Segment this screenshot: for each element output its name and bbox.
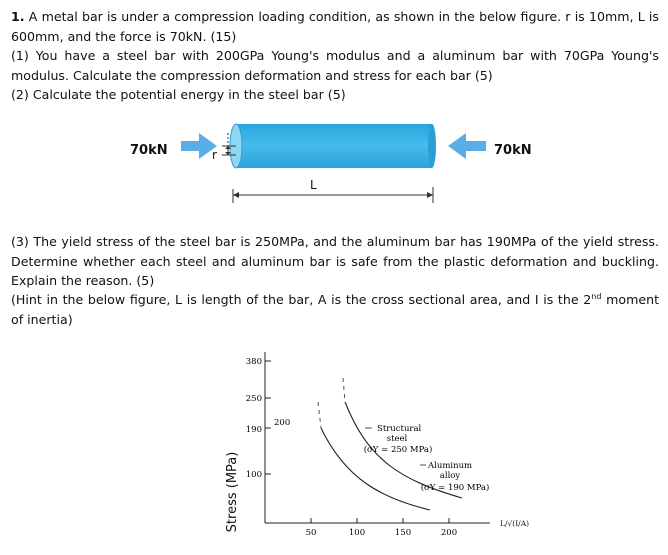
hint-text-end: moment of inertia) — [11, 292, 660, 327]
inner-tick-200: 200 — [274, 418, 291, 428]
x-axis-label — [500, 519, 529, 528]
y-tick-190: 190 — [245, 425, 262, 435]
problem-number: 1. — [11, 9, 25, 24]
stress-graph — [0, 340, 668, 555]
aluminum-curve-label — [420, 461, 489, 493]
hint — [11, 290, 659, 329]
problem-intro — [11, 7, 659, 46]
force-right-label: 70kN — [494, 143, 532, 158]
svg-text:Aluminum: Aluminum — [428, 461, 473, 471]
svg-text:alloy: alloy — [439, 471, 461, 481]
hint-text: (Hint in the below figure, L is length of the bar, A is the cross sectional area, and I is the 2 — [11, 292, 592, 307]
x-axis-ticks — [306, 518, 458, 538]
x-tick-150: 150 — [394, 528, 412, 538]
svg-text:Structural: Structural — [377, 424, 422, 434]
x-tick-50: 50 — [305, 528, 317, 538]
svg-text:L/√(I/A): L/√(I/A) — [500, 519, 530, 528]
x-tick-100: 100 — [348, 528, 366, 538]
steel-bar — [230, 124, 436, 168]
aluminum-guide-line — [318, 402, 321, 428]
aluminum-curve — [321, 428, 430, 510]
radius-label: r — [212, 148, 217, 162]
y-axis-label: Stress (MPa) — [225, 451, 240, 533]
y-tick-380: 380 — [245, 357, 262, 367]
y-tick-250: 250 — [245, 394, 262, 404]
right-force-arrow-icon — [448, 133, 486, 159]
length-dimension — [233, 187, 433, 203]
length-label: L — [310, 178, 317, 192]
question-3: (3) The yield stress of the steel bar is 250MPa, and the aluminum bar has 190MPa of the yield stress. Determine whether each steel and aluminum bar is safe from the plastic deformation and buckling. Explain the reason. (5) — [11, 234, 659, 288]
steel-curve-label — [364, 424, 433, 455]
svg-text:steel: steel — [386, 434, 408, 444]
svg-text:(σY = 250 MPa): (σY = 250 MPa) — [363, 445, 433, 455]
y-axis-ticks — [246, 357, 290, 480]
y-tick-100: 100 — [245, 470, 262, 480]
svg-text:(σY = 190 MPa): (σY = 190 MPa) — [420, 483, 490, 493]
steel-guide-line — [343, 378, 345, 402]
question-2: (2) Calculate the potential energy in the steel bar (5) — [11, 87, 346, 102]
force-left-label: 70kN — [130, 143, 168, 158]
bar-figure — [0, 115, 668, 215]
hint-superscript: nd — [591, 291, 602, 301]
problem-intro-text: A metal bar is under a compression loading condition, as shown in the below figure. r is 10mm, L is 600mm, and the force is 70kN. (15) — [11, 9, 659, 44]
question-1: (1) You have a steel bar with 200GPa Young's modulus and a aluminum bar with 70GPa Young's modulus. Calculate the compression deformation and stress for each bar (5) — [11, 48, 659, 83]
x-tick-200: 200 — [440, 528, 458, 538]
